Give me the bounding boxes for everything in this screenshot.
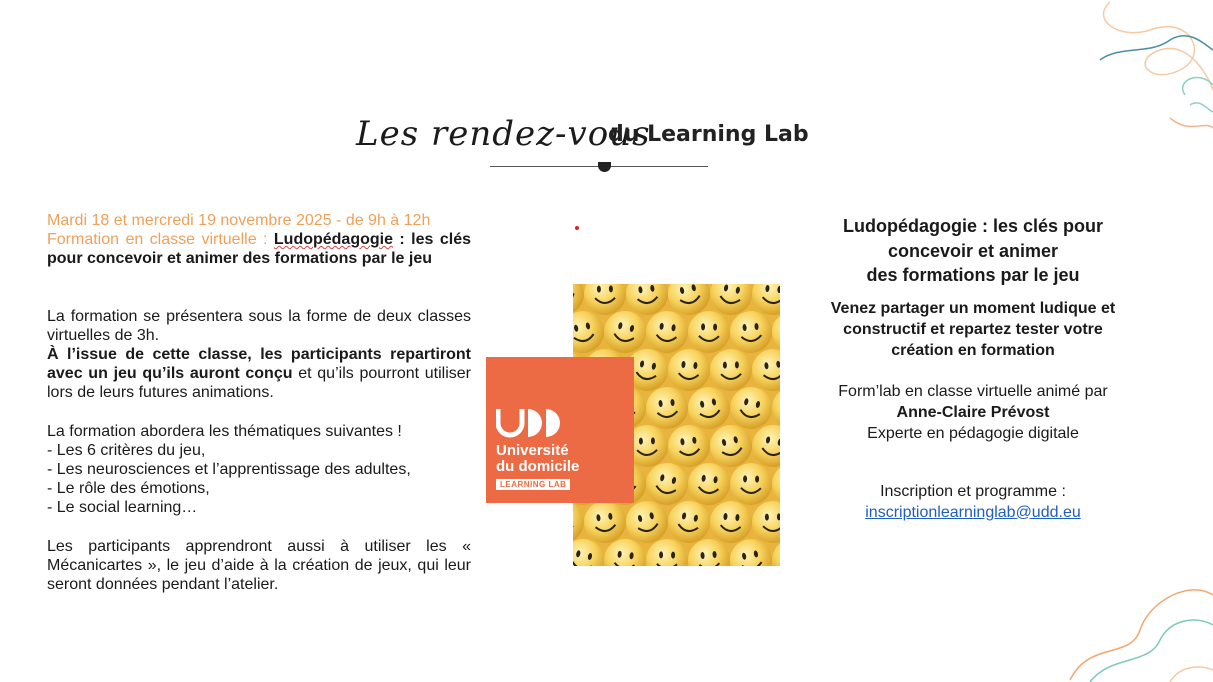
outcome-text — [47, 345, 471, 403]
format-prefix: Formation en classe virtuelle : — [47, 231, 274, 249]
registration-email-link[interactable]: inscriptionlearninglab@udd.eu — [865, 503, 1081, 521]
logo-script-text: Les rendez-vous — [356, 114, 651, 154]
closing-text: Les participants apprendront aussi à utiliser les « Mécanicartes », le jeu d’aide à la création de jeux, qui leur seront données pendant l’atelier. — [47, 537, 471, 594]
logo-badge: LEARNING LAB — [496, 479, 570, 490]
animated-by: Form’lab en classe virtuelle animé par — [838, 382, 1108, 400]
right-column — [785, 214, 1161, 523]
intro-text: La formation se présentera sous la forme de deux classes virtuelles de 3h. — [47, 307, 471, 344]
udd-mark-icon — [496, 407, 566, 439]
logo-bold-text: du Learning Lab — [608, 122, 809, 147]
outcome-bold: À l’issue de cette classe, les participants repartiront avec un jeu qu’ils auront conçu — [47, 346, 471, 383]
trainer-role: Experte en pédagogie digitale — [867, 424, 1079, 442]
left-column — [47, 211, 471, 594]
red-dot-mark — [575, 226, 579, 230]
trainer-name: Anne-Claire Prévost — [896, 403, 1050, 421]
right-title-line: des formations par le jeu — [866, 265, 1080, 285]
udd-logo — [486, 357, 634, 503]
decorative-swirl-top — [1080, 0, 1213, 140]
right-title-line: concevoir et animer — [887, 240, 1059, 261]
theme-item: - Les 6 critères du jeu, — [47, 441, 206, 459]
course-title-rest: : les clés pour concevoir et animer des formations par le jeu — [47, 231, 471, 268]
registration-label: Inscription et programme : — [880, 482, 1066, 500]
outcome-rest: et qu’ils pourront utiliser lors de leurs futures animations. — [47, 365, 472, 402]
theme-item: - Le social learning… — [47, 499, 198, 517]
logo-line2: du domicile — [496, 458, 580, 475]
format-line — [47, 230, 471, 268]
decorative-swirl-bottom — [1050, 570, 1213, 682]
theme-item: - Le rôle des émotions, — [47, 480, 210, 498]
registration-block — [785, 481, 1161, 523]
right-subtitle — [785, 298, 1161, 361]
subtitle-line: Venez partager un moment ludique et — [830, 299, 1116, 317]
trainer-block — [785, 381, 1161, 444]
right-title-line: Ludopédagogie : les clés pour — [842, 216, 1104, 236]
subtitle-line: constructif et repartez tester votre — [843, 320, 1103, 338]
theme-item: - Les neurosciences et l’apprentissage des adultes, — [47, 461, 411, 479]
course-title-underlined: Ludopédagogie — [273, 231, 393, 249]
date-line: Mardi 18 et mercredi 19 novembre 2025 - de 9h à 12h — [47, 212, 431, 229]
logo-dot — [598, 162, 611, 172]
subtitle-line: création en formation — [891, 341, 1055, 359]
themes-intro: La formation abordera les thématiques suivantes ! — [47, 422, 402, 440]
event-series-logo — [350, 108, 820, 186]
logo-line1: Université — [496, 442, 569, 459]
